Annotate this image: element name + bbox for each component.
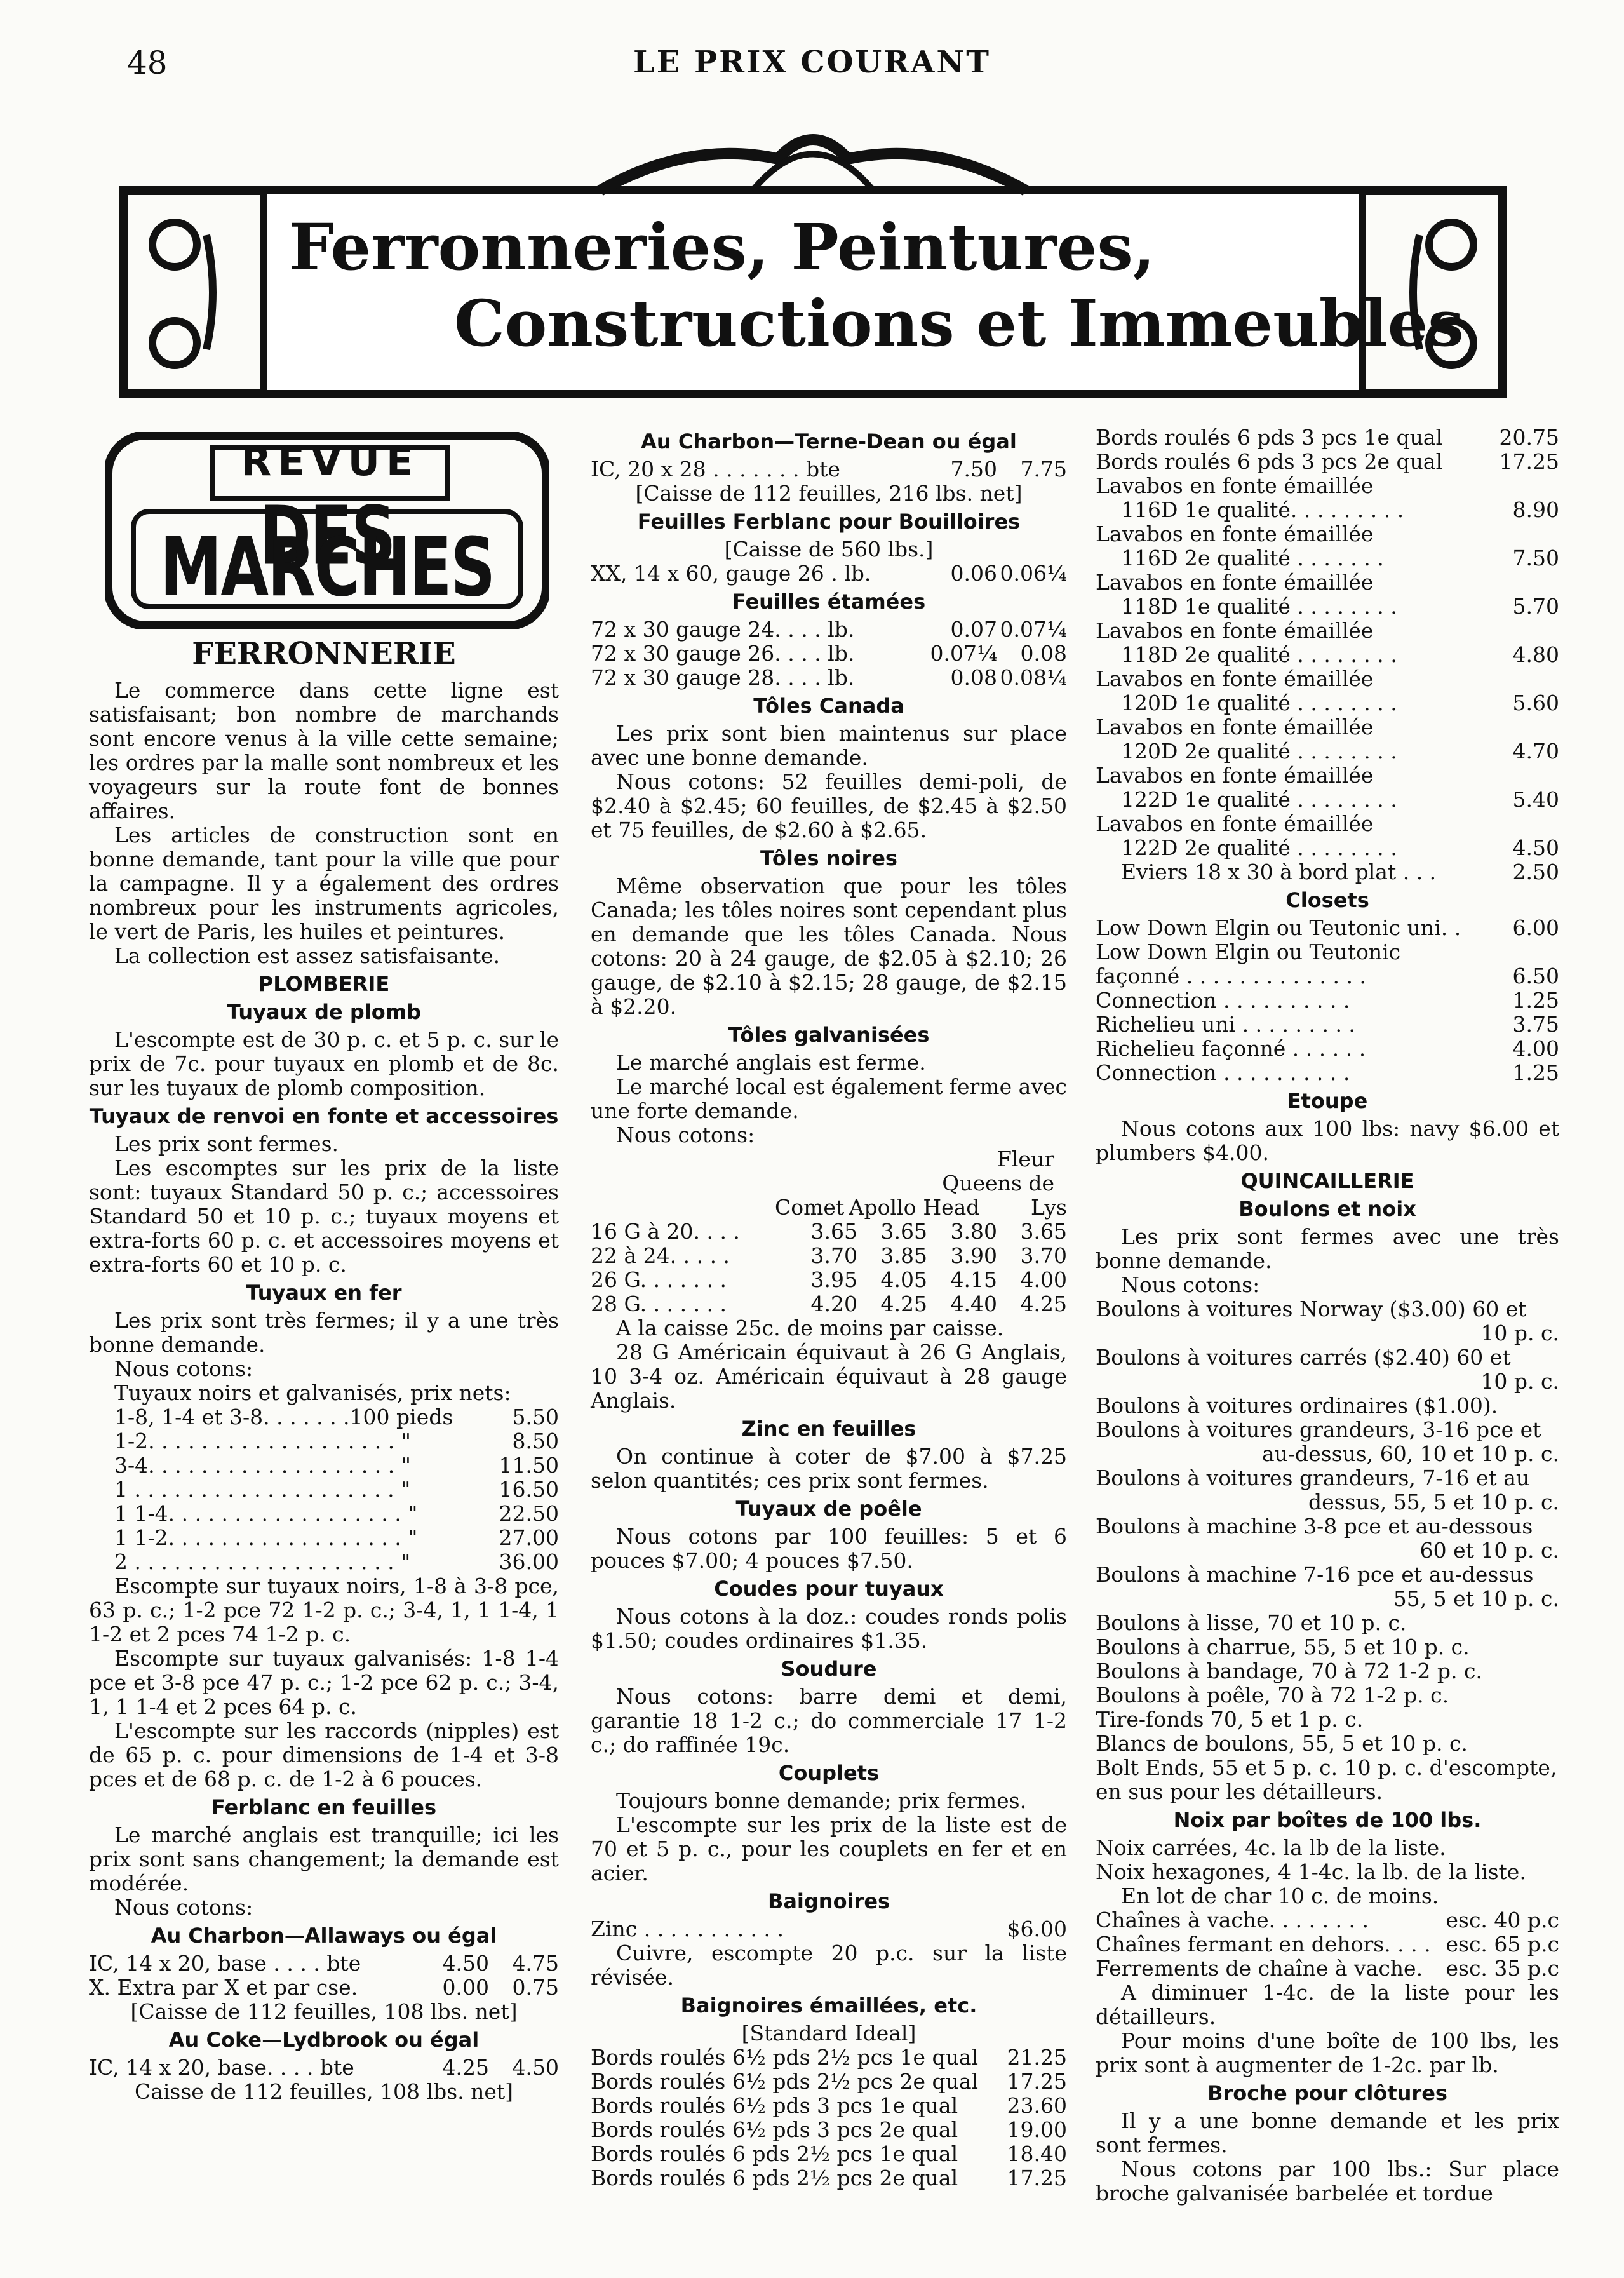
paragraph: Les prix sont bien maintenus sur place avec une bonne demande.	[591, 721, 1067, 770]
text-line: Noix hexagones, 4 1-4c. la lb. de la liste.	[1096, 1859, 1526, 1884]
price-row: Bords roulés 6½ pds 3 pcs 1e qual 23.60	[591, 2093, 1067, 2118]
text-line: Boulons à poêle, 70 à 72 1-2 p. c.	[1096, 1683, 1449, 1708]
text-line: Blancs de boulons, 55, 5 et 10 p. c.	[1096, 1731, 1468, 1756]
paragraph: L'escompte sur les prix de la liste est de 70 et 5 p. c., pour les couplets en fer et en acier.	[591, 1812, 1067, 1885]
price-row: IC, 14 x 20, base. . . . bte 4.25 4.50	[89, 2055, 559, 2080]
paragraph: Les prix sont fermes.	[114, 1131, 339, 1156]
bolt-entry: Boulons à voitures grandeurs, 3-16 pce et au-dessus, 60, 10 et 10 p. c.	[1096, 1417, 1559, 1466]
lavabo-entry: Lavabos en fonte émaillée 116D 1e qualité. . . . . . . . . 8.90	[1096, 473, 1559, 522]
subheading: PLOMBERIE	[258, 972, 390, 996]
price-row: Bords roulés 6½ pds 2½ pcs 2e qual 17.25	[591, 2069, 1067, 2094]
text-line: Boulons à bandage, 70 à 72 1-2 p. c.	[1096, 1659, 1482, 1683]
subheading: Au Charbon—Terne-Dean ou égal	[641, 429, 1017, 454]
price-row: Bords roulés 6 pds 3 pcs 2e qual 17.25	[1096, 449, 1559, 474]
paragraph: L'escompte sur les raccords (nipples) est de 65 p. c. pour dimensions de 1-4 et 3-8 pces et de 68 p. c. de 1-2 à 6 pouces.	[89, 1718, 559, 1791]
price-row: X. Extra par X et par cse. 0.00 0.75	[89, 1975, 559, 2000]
subheading: Tuyaux de plomb	[227, 1000, 421, 1024]
paragraph: A la caisse 25c. de moins par caisse.	[616, 1316, 1004, 1340]
price-row: 3-4. . . . . . . . . . . . . . . . . . . " 11.50	[114, 1453, 559, 1478]
paragraph: Même observation que pour les tôles Canada; les tôles noires sont cependant plus en demande que les tôles Canada. Nous cotons: 20 à 24 gauge, de $2.05 à $2.10; 26 gauge, de $2.10 à $2.15; 28 gauge, de $2.15 à $2.20.	[591, 873, 1067, 1019]
column-3	[1096, 426, 1559, 2206]
subheading: QUINCAILLERIE	[1240, 1169, 1414, 1193]
table-row: 16 G à 20. . . . 3.65 3.65 3.80 3.65	[591, 1219, 1067, 1244]
section-header-banner	[117, 121, 1508, 403]
price-row: 72 x 30 gauge 28. . . . lb. 0.08 0.08¼	[591, 665, 1067, 690]
price-row: Zinc . . . . . . . . . . . $6.00	[591, 1917, 1067, 1941]
subheading: Feuilles étamées	[732, 590, 926, 614]
paragraph: Les prix sont fermes avec une très bonne demande.	[1096, 1224, 1559, 1273]
text-line: Noix carrées, 4c. la lb de la liste.	[1096, 1835, 1446, 1860]
paragraph: Le commerce dans cette ligne est satisfaisant; bon nombre de marchands sont encore venus à la ville cette semaine; les ordres par la malle sont nombreux et les voyageurs sur la route font de bonnes affaires.	[89, 678, 559, 823]
subheading: Baignoires émaillées, etc.	[680, 1993, 977, 2018]
price-row: Chaînes à vache. . . . . . . . esc. 40 p.c	[1096, 1908, 1559, 1932]
subheading: Au Charbon—Allaways ou égal	[151, 1924, 497, 1948]
table-header-row: Comet Apollo Head Lys	[775, 1195, 1067, 1220]
lavabo-entry: Lavabos en fonte émaillée 122D 1e qualité . . . . . . . . 5.40	[1096, 763, 1559, 812]
column-2	[591, 426, 1067, 2190]
text-line: Boulons à charrue, 55, 5 et 10 p. c.	[1096, 1634, 1470, 1659]
price-row: Eviers 18 x 30 à bord plat . . . 2.50	[1121, 859, 1559, 884]
bolt-entry: Boulons à voitures ordinaires ($1.00).	[1096, 1393, 1498, 1418]
subheading: Tôles galvanisées	[728, 1023, 930, 1047]
text-line: Nous cotons:	[616, 1122, 755, 1147]
price-row: Ferrements de chaîne à vache. esc. 35 p.c	[1096, 1956, 1559, 1981]
text-line: Boulons à lisse, 70 et 10 p. c.	[1096, 1610, 1407, 1635]
lavabo-entry: Lavabos en fonte émaillée 120D 2e qualité . . . . . . . . 4.70	[1096, 715, 1559, 764]
subheading: Etoupe	[1287, 1089, 1368, 1113]
paragraph: A diminuer 1-4c. de la liste pour les détailleurs.	[1096, 1980, 1559, 2029]
lavabo-entry: Lavabos en fonte émaillée 120D 1e qualité . . . . . . . . 5.60	[1096, 666, 1559, 715]
price-row: IC, 20 x 28 . . . . . . . bte 7.50 7.75	[591, 457, 1067, 482]
price-row: Connection . . . . . . . . . . 1.25	[1096, 988, 1559, 1013]
bolt-entry: Boulons à machine 7-16 pce et au-dessus 55, 5 et 10 p. c.	[1096, 1562, 1559, 1611]
text-line: En lot de char 10 c. de moins.	[1121, 1884, 1439, 1908]
lavabo-entry: Lavabos en fonte émaillée 116D 2e qualité . . . . . . . 7.50	[1096, 522, 1559, 570]
price-row: Bords roulés 6½ pds 2½ pcs 1e qual 21.25	[591, 2045, 1067, 2070]
lavabo-entry: Lavabos en fonte émaillée 118D 2e qualité . . . . . . . . 4.80	[1096, 618, 1559, 667]
text-line: Caisse de 112 feuilles, 108 lbs. net]	[134, 2079, 514, 2104]
revue-des-marches-logo	[105, 432, 549, 629]
paragraph: Le marché anglais est tranquille; ici les prix sont sans changement; la demande est modérée.	[89, 1823, 559, 1896]
paragraph: Escompte sur tuyaux galvanisés: 1-8 1-4 pce et 3-8 pce 47 p. c.; 1-2 pce 62 p. c.; 3-4, 1, 1 1-4 et 2 pces 64 p. c.	[89, 1646, 559, 1719]
price-row: Connection . . . . . . . . . . 1.25	[1096, 1060, 1559, 1085]
subheading: Closets	[1285, 888, 1369, 912]
paragraph: Cuivre, escompte 20 p.c. sur la liste révisée.	[591, 1941, 1067, 1990]
text-line: [Caisse de 112 feuilles, 216 lbs. net]	[635, 481, 1023, 506]
text-line: [Standard Ideal]	[741, 2021, 916, 2045]
page-number: 48	[127, 44, 168, 81]
paragraph: Nous cotons aux 100 lbs: navy $6.00 et plumbers $4.00.	[1096, 1116, 1559, 1165]
price-row: IC, 14 x 20, base . . . . bte 4.50 4.75	[89, 1951, 559, 1976]
text-line: Nous cotons:	[114, 1356, 253, 1381]
paragraph: On continue à coter de $7.00 à $7.25 selon quantités; ces prix sont fermes.	[591, 1444, 1067, 1493]
price-row: 2 . . . . . . . . . . . . . . . . . . . . " 36.00	[114, 1549, 559, 1574]
paragraph: Les escomptes sur les prix de la liste sont: tuyaux Standard 50 p. c.; accessoires Standard 50 et 10 p. c.; tuyaux moyens et extra-forts 60 p. c. et accessoires moyens et extra-forts 60 et 10 p. c.	[89, 1156, 559, 1277]
paragraph: 28 G Américain équivaut à 26 G Anglais, 10 3-4 oz. Américain équivaut à 28 gauge Anglais.	[591, 1340, 1067, 1413]
subheading: Baignoires	[767, 1889, 890, 1913]
price-row: Bords roulés 6½ pds 3 pcs 2e qual 19.00	[591, 2117, 1067, 2142]
lavabo-entry: Lavabos en fonte émaillée 118D 1e qualité . . . . . . . . 5.70	[1096, 570, 1559, 619]
paragraph: Nous cotons par 100 feuilles: 5 et 6 pouces $7.00; 4 pouces $7.50.	[591, 1524, 1067, 1573]
pipe-price-list	[89, 1405, 559, 1574]
table-header: Queens de	[942, 1171, 1054, 1196]
text-line: Nous cotons:	[1121, 1272, 1260, 1297]
lavabo-entry: Lavabos en fonte émaillée 122D 2e qualité . . . . . . . . 4.50	[1096, 811, 1559, 860]
subheading: Tuyaux de poêle	[735, 1497, 922, 1521]
text-line: Tire-fonds 70, 5 et 1 p. c.	[1096, 1707, 1364, 1732]
subheading: Tuyaux en fer	[246, 1281, 402, 1305]
table-row: 26 G. . . . . . . 3.95 4.05 4.15 4.00	[591, 1267, 1067, 1292]
price-row: 72 x 30 gauge 24. . . . lb. 0.07 0.07¼	[591, 617, 1067, 642]
subheading: Noix par boîtes de 100 lbs.	[1173, 1808, 1482, 1832]
price-row: 1-8, 1-4 et 3-8. . . . . . .100 pieds 5.50	[114, 1405, 559, 1429]
price-row: 1 . . . . . . . . . . . . . . . . . . . . " 16.50	[114, 1477, 559, 1502]
paragraph: La collection est assez satisfaisante.	[114, 943, 500, 968]
price-row: 72 x 30 gauge 26. . . . lb. 0.07¼ 0.08	[591, 641, 1067, 666]
paragraph: Nous cotons à la doz.: coudes ronds polis $1.50; coudes ordinaires $1.35.	[591, 1604, 1067, 1653]
table-row: 22 à 24. . . . . 3.70 3.85 3.90 3.70	[591, 1243, 1067, 1268]
subheading: Coudes pour tuyaux	[714, 1577, 944, 1601]
subheading: Tuyaux de renvoi en fonte et accessoires	[89, 1104, 559, 1128]
price-row: Richelieu uni . . . . . . . . . 3.75	[1096, 1012, 1559, 1037]
section-title: FERRONNERIE	[192, 636, 456, 671]
paragraph: Le marché anglais est ferme.	[616, 1050, 926, 1075]
text-line: Nous cotons:	[114, 1895, 253, 1920]
price-row: 1 1-4. . . . . . . . . . . . . . . . . . " 22.50	[114, 1501, 559, 1526]
paragraph: L'escompte est de 30 p. c. et 5 p. c. sur le prix de 7c. pour tuyaux en plomb et de 8c. sur les tuyaux de plomb composition.	[89, 1027, 559, 1100]
paragraph: Les articles de construction sont en bonne demande, tant pour la ville que pour la campagne. Il y a également des ordres nombreux pour les instruments agricoles, le vert de Paris, les huiles et peintures.	[89, 823, 559, 944]
bolt-entry: Boulons à voitures Norway ($3.00) 60 et 10 p. c.	[1096, 1297, 1559, 1345]
paragraph: Nous cotons: barre demi et demi, garantie 18 1-2 c.; do commerciale 17 1-2 c.; do raffinée 19c.	[591, 1684, 1067, 1757]
price-row: 1-2. . . . . . . . . . . . . . . . . . . " 8.50	[114, 1429, 559, 1453]
subheading: Tôles noires	[760, 846, 897, 870]
text-line: Bolt Ends, 55 et 5 p. c. 10 p. c. d'escompte, en sus pour les détailleurs.	[1096, 1755, 1557, 1804]
paragraph: Le marché local est également ferme avec une forte demande.	[591, 1074, 1067, 1123]
price-row: Bords roulés 6 pds 2½ pcs 2e qual 17.25	[591, 2166, 1067, 2190]
paragraph: Escompte sur tuyaux noirs, 1-8 à 3-8 pce, 63 p. c.; 1-2 pce 72 1-2 p. c.; 3-4, 1, 1 1-4, 1 1-2 et 2 pces 74 1-2 p. c.	[89, 1574, 559, 1647]
subheading: Feuilles Ferblanc pour Bouilloires	[637, 509, 1021, 534]
price-row: 1 1-2. . . . . . . . . . . . . . . . . . " 27.00	[114, 1525, 559, 1550]
subheading: Ferblanc en feuilles	[211, 1795, 437, 1819]
paragraph: Les prix sont très fermes; il y a une très bonne demande.	[89, 1308, 559, 1357]
subheading: Zinc en feuilles	[741, 1417, 916, 1441]
price-row: Low Down Elgin ou Teutonic façonné . . . . . . . . . . . . . . 6.50	[1096, 940, 1559, 988]
subheading: Boulons et noix	[1238, 1197, 1416, 1221]
subheading: Tôles Canada	[753, 694, 904, 718]
bolt-entry: Boulons à voitures grandeurs, 7-16 et au dessus, 55, 5 et 10 p. c.	[1096, 1466, 1559, 1514]
text-line: [Caisse de 560 lbs.]	[724, 537, 934, 562]
price-row: Richelieu façonné . . . . . . 4.00	[1096, 1036, 1559, 1061]
subheading: Couplets	[778, 1761, 880, 1785]
paragraph: Il y a une bonne demande et les prix sont fermes.	[1096, 2108, 1559, 2157]
subheading: Soudure	[781, 1657, 877, 1681]
price-row: XX, 14 x 60, gauge 26 . lb. 0.06 0.06¼	[591, 561, 1067, 586]
paragraph: Pour moins d'une boîte de 100 lbs, les prix sont à augmenter de 1-2c. par lb.	[1096, 2028, 1559, 2077]
price-row: Low Down Elgin ou Teutonic uni. . 6.00	[1096, 915, 1559, 940]
paragraph: Nous cotons par 100 lbs.: Sur place broche galvanisée barbelée et tordue	[1096, 2157, 1559, 2206]
header-title-line2: Constructions et Immeubles	[454, 286, 1464, 361]
logo-revue: REVUE	[241, 438, 420, 485]
paragraph: Toujours bonne demande; prix fermes.	[616, 1788, 1027, 1813]
text-line: Tuyaux noirs et galvanisés, prix nets:	[114, 1380, 511, 1405]
price-row: Bords roulés 6 pds 2½ pcs 1e qual 18.40	[591, 2141, 1067, 2166]
price-row: Bords roulés 6 pds 3 pcs 1e qual 20.75	[1096, 425, 1559, 450]
price-row: Chaînes fermant en dehors. . . . esc. 65 p.c	[1096, 1932, 1559, 1957]
subheading: Broche pour clôtures	[1207, 2081, 1447, 2105]
text-line: [Caisse de 112 feuilles, 108 lbs. net]	[130, 1999, 518, 2024]
table-header: Fleur	[997, 1147, 1054, 1171]
paragraph: Nous cotons: 52 feuilles demi-poli, de $2.40 à $2.45; 60 feuilles, de $2.45 à $2.50 et 75 feuilles, de $2.60 à $2.65.	[591, 769, 1067, 842]
journal-title: LE PRIX COURANT	[633, 44, 991, 80]
bolt-entry: Boulons à voitures carrés ($2.40) 60 et 10 p. c.	[1096, 1345, 1559, 1394]
table-row: 28 G. . . . . . . 4.20 4.25 4.40 4.25	[591, 1291, 1067, 1316]
column-1	[89, 426, 559, 2104]
bolt-entry: Boulons à machine 3-8 pce et au-dessous 60 et 10 p. c.	[1096, 1514, 1559, 1563]
subheading: Au Coke—Lydbrook ou égal	[168, 2028, 480, 2052]
logo-des-marches: DES MARCHES	[159, 489, 495, 616]
header-title-line1: Ferronneries, Peintures,	[289, 210, 1155, 285]
